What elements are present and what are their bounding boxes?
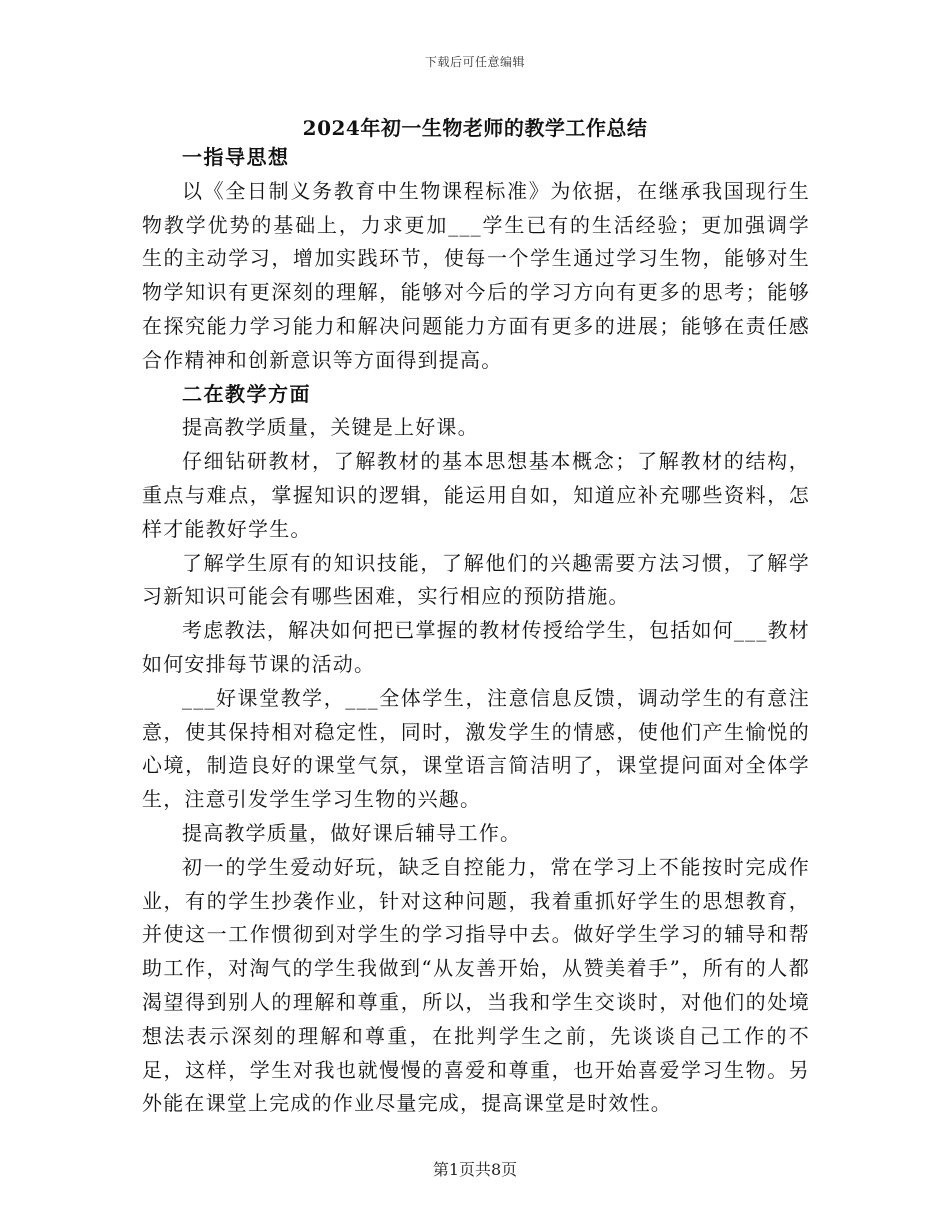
body-paragraph: 考虑教法，解决如何把已掌握的教材传授给学生，包括如何___教材如何安排每节课的活动。 [142,618,810,676]
header-note: 下载后可任意编辑 [424,55,525,69]
body-paragraph: 仔细钻研教材，了解教材的基本思想基本概念；了解教材的结构，重点与难点，掌握知识的逻辑，能运用自如，知道应补充哪些资料，怎样才能教好学生。 [142,449,810,541]
body-paragraph: 提高教学质量，做好课后辅导工作。 [182,820,522,845]
document-body [142,141,810,1121]
body-paragraph: 初一的学生爱动好玩，缺乏自控能力，常在学习上不能按时完成作业，有的学生抄袭作业，针对这种问题，我着重抓好学生的思想教育，并使这一工作惯彻到对学生的学习指导中去。做好学生学习的辅导和帮助工作，对淘气的学生我做到“从友善开始，从赞美着手”，所有的人都渴望得到别人的理解和尊重，所以，当我和学生交谈时，对他们的处境想法表示深刻的理解和尊重，在批判学生之前，先谈谈自己工作的不足，这样，学生对我也就慢慢的喜爱和尊重，也开始喜爱学习生物。另外能在课堂上完成的作业尽量完成，提高课堂是时效性。 [142,854,810,1116]
body-paragraph: 以《全日制义务教育中生物课程标准》为依据，在继承我国现行生物教学优势的基础上，力求更加___学生已有的生活经验；更加强调学生的主动学习，增加实践环节，使每一个学生通过学习生物，能够对生物学知识有更深刻的理解，能够对今后的学习方向有更多的思考；能够在探究能力学习能力和解决问题能力方面有更多的进展；能够在责任感合作精神和创新意识等方面得到提高。 [142,178,810,372]
section-heading: 一指导思想 [182,145,290,169]
body-paragraph: ___好课堂教学，___全体学生，注意信息反馈，调动学生的有意注意，使其保持相对稳定性，同时，激发学生的情感，使他们产生愉悦的心境，制造良好的课堂气氛，课堂语言简洁明了，课堂提问面对全体学生，注意引发学生学习生物的兴趣。 [142,685,810,812]
document-title: 2024年初一生物老师的教学工作总结 [302,116,648,140]
page-number-footer: 第1页共8页 [432,1160,518,1179]
body-paragraph: 提高教学质量，关键是上好课。 [182,415,479,440]
body-paragraph: 了解学生原有的知识技能，了解他们的兴趣需要方法习惯，了解学习新知识可能会有哪些困难，实行相应的预防措施。 [142,550,810,609]
section-heading: 二在教学方面 [182,381,311,406]
